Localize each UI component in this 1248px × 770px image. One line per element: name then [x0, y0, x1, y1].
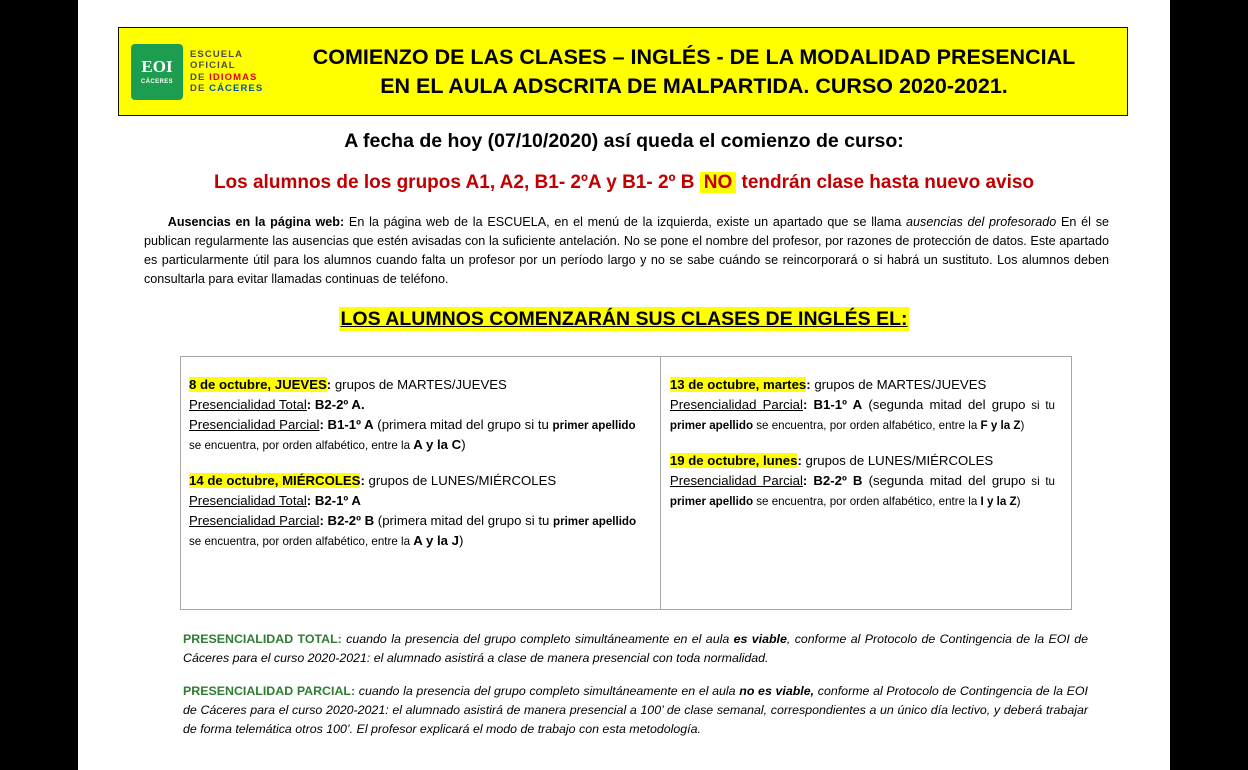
entry-partial-line [189, 511, 644, 551]
entry-date-line [189, 375, 644, 394]
entry-total-value: : B2-2º A. [306, 397, 365, 413]
entry-date: 19 de octubre, lunes [669, 452, 798, 468]
note-total-label: PRESENCIALIDAD TOTAL: [183, 632, 342, 646]
entry-date-line [670, 375, 1055, 394]
note-partial-label: PRESENCIALIDAD PARCIAL: [183, 684, 356, 698]
entry-groups: grupos de MARTES/JUEVES [810, 377, 987, 392]
entry-total-label: Presencialidad Total [189, 397, 307, 413]
note-total-attendance [183, 630, 1088, 668]
entry-partial-bold-1: primer apellido [552, 419, 636, 433]
note-total-text-1: cuando la presencia del grupo completo simultáneamente en el aula [341, 632, 734, 646]
red-notice [78, 172, 1170, 194]
absences-text-2: En él se publican regularmente las ausencias que estén avisadas con la suficiente antelación. No se pone el nombre del profesor, por razones de protección de datos. Este apartado es particularmente útil para los alumnos cuando falta un profesor por un período largo y no se sabe cuándo se reincorporará o si habrá un sustituto. Los alumnos deben consultarla para evitar llamadas continuas de teléfono. [144, 215, 1109, 286]
note-partial-text-1: cuando la presencia del grupo completo simultáneamente en el aula [355, 684, 740, 698]
start-dates-table [180, 356, 1072, 610]
entry-partial-rest-3: se encuentra, por orden alfabético, entre la [753, 418, 981, 432]
absences-lead: Ausencias en la página web: [167, 215, 345, 229]
entry-partial-rest-4: ) [1020, 418, 1025, 432]
logo-line-4-prefix: DE [190, 82, 210, 94]
entry-partial-bold-2: A y la C [413, 437, 462, 453]
table-row [670, 451, 1055, 511]
table-column-right [661, 357, 1071, 609]
table-row [189, 375, 644, 455]
entry-date-colon: : [326, 377, 332, 392]
logo-initials: EOI [141, 57, 173, 76]
entry-partial-value: : B2-2º B [319, 513, 375, 529]
entry-partial-bold-2: F y la Z [980, 418, 1021, 432]
entry-partial-bold-1: primer apellido [552, 515, 637, 529]
entry-partial-rest-2: se encuentra, por orden alfabético, entre la [189, 439, 414, 453]
banner-title-line-2: EN EL AULA ADSCRITA DE MALPARTIDA. CURSO 2020-2021. [380, 73, 1008, 98]
entry-total-line [189, 491, 644, 510]
note-partial-text-2: conforme al Protocolo de Contingencia de la EOI de Cáceres para el curso 2020-2021: el alumnado asistirá de manera presencial a 100’ de clase semanal, correspondientes a un único día lectivo, y deberá trabajar de forma telemática otros 100’. El profesor explicará el modo de trabajo con esta metodología. [183, 684, 1089, 737]
entry-date: 13 de octubre, martes [669, 377, 807, 392]
entry-partial-value: : B2-2º B [802, 472, 863, 488]
entry-partial-rest-2: se encuentra, por orden alfabético, entre la [189, 534, 414, 548]
entry-partial-value: : B1-1º A [802, 397, 863, 413]
red-notice-before: Los alumnos de los grupos A1, A2, B1- 2ºA y B1- 2º B [213, 172, 695, 193]
entry-date: 14 de octubre, MIÉRCOLES [189, 472, 361, 488]
red-notice-after: tendrán clase hasta nuevo aviso [741, 172, 1035, 193]
entry-groups: grupos de LUNES/MIÉRCOLES [364, 472, 557, 488]
entry-date: 8 de octubre, JUEVES [189, 377, 327, 392]
table-row [189, 471, 644, 551]
note-total-bold: es viable [733, 632, 787, 646]
entry-partial-bold-1: primer apellido [669, 494, 754, 508]
entry-partial-label: Presencialidad Parcial [669, 472, 803, 488]
entry-partial-rest-1: (segunda mitad del grupo [862, 397, 1026, 413]
logo-wordmark [190, 49, 263, 94]
entry-total-line [189, 395, 644, 414]
entry-partial-value: : B1-1º A [319, 417, 374, 433]
entry-partial-line [670, 395, 1055, 435]
absences-paragraph [144, 213, 1109, 289]
note-total-text-2: , conforme al Protocolo de Contingencia de la EOI de Cáceres para el curso 2020-2021: el alumnado asistirá a clase de manera presencial con toda normalidad. [183, 632, 1088, 666]
entry-partial-rest-3: ) [459, 532, 464, 548]
entry-partial-rest-1: (primera mitad del grupo si tu [373, 417, 553, 433]
entry-groups: grupos de LUNES/MIÉRCOLES [801, 452, 994, 468]
absences-italic: ausencias del profesorado [906, 215, 1057, 229]
entry-partial-line [670, 471, 1055, 511]
note-partial-attendance [183, 682, 1088, 740]
logo-line-1: ESCUELA [190, 49, 244, 61]
entry-partial-rest-3: se encuentra, por orden alfabético, entre la [753, 494, 981, 508]
table-row [670, 375, 1055, 435]
entry-total-label: Presencialidad Total [189, 493, 307, 509]
entry-groups: grupos de MARTES/JUEVES [331, 377, 507, 392]
entry-total-value: : B2-1º A [306, 493, 361, 509]
red-notice-highlight: NO [700, 172, 737, 193]
entry-partial-rest-4: ) [1016, 494, 1021, 508]
logo-line-2: OFICIAL [190, 60, 236, 72]
header-banner [118, 27, 1128, 116]
entry-partial-rest-1: (segunda mitad del grupo [862, 472, 1026, 488]
entry-partial-rest-3: ) [461, 437, 466, 453]
logo-line-3-prefix: DE [190, 71, 210, 83]
note-partial-bold: no es viable, [739, 684, 815, 698]
absences-text-1: En la página web de la ESCUELA, en el menú de la izquierda, existe un apartado que se llama [344, 215, 907, 229]
section-heading-text: LOS ALUMNOS COMENZARÁN SUS CLASES DE INGLÉS EL: [340, 308, 908, 330]
logo-line-3 [190, 72, 263, 83]
logo-line-3-accent: IDIOMAS [209, 71, 258, 83]
entry-date-line [670, 451, 1055, 470]
entry-partial-bold-2: I y la Z [980, 494, 1017, 508]
entry-partial-bold-2: A y la J [413, 532, 459, 548]
eoi-logo [119, 28, 279, 115]
logo-line-4 [190, 83, 263, 94]
banner-title-line-1: COMIENZO DE LAS CLASES – INGLÉS - DE LA MODALIDAD PRESENCIAL [312, 45, 1076, 70]
entry-partial-rest-2: si tu [1025, 474, 1055, 488]
entry-partial-bold-1: primer apellido [669, 418, 754, 432]
eoi-logo-mark-icon [131, 44, 183, 100]
entry-partial-label: Presencialidad Parcial [189, 513, 320, 529]
banner-title [279, 43, 1127, 100]
document-page [78, 0, 1170, 770]
logo-line-4-accent: CÁCERES [209, 82, 264, 94]
entry-partial-label: Presencialidad Parcial [669, 397, 803, 413]
entry-date-colon: : [806, 377, 811, 392]
entry-date-colon: : [797, 452, 802, 468]
entry-date-colon: : [360, 472, 365, 488]
logo-city: CÁCERES [140, 79, 174, 85]
section-heading [78, 308, 1170, 331]
subtitle: A fecha de hoy (07/10/2020) así queda el comienzo de curso: [344, 130, 904, 152]
table-column-left [181, 357, 661, 609]
entry-partial-rest-1: (primera mitad del grupo si tu [374, 513, 553, 529]
entry-date-line [189, 471, 644, 490]
entry-partial-rest-2: si tu [1025, 399, 1056, 413]
entry-partial-label: Presencialidad Parcial [189, 417, 320, 433]
entry-partial-line [189, 415, 644, 455]
